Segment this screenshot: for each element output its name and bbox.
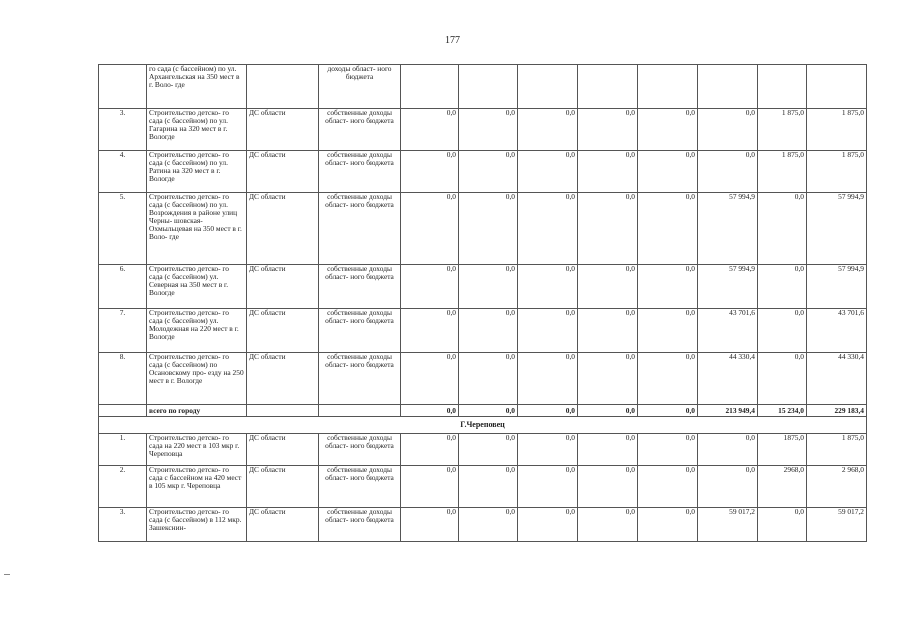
bottom-rows-body <box>99 434 867 542</box>
value-cell <box>698 65 758 109</box>
value-cell: 0,0 <box>638 434 698 466</box>
total-row-body <box>99 405 867 434</box>
value-cell: 1 875,0 <box>807 109 867 151</box>
table-row <box>99 508 867 542</box>
object-description: Строительство детско- го сада (с бассейном) по Осановскому про- езду на 250 мест в г. Вологде <box>147 353 247 405</box>
value-cell: 0,0 <box>459 309 518 353</box>
value-cell: 0,0 <box>758 353 807 405</box>
total-value: 0,0 <box>578 405 638 417</box>
funding-source: собственные доходы област- ного бюджета <box>319 434 401 466</box>
table-row <box>99 265 867 309</box>
object-description: Строительство детско- го сада (с бассейном) в 112 мкр. Зашекснин- <box>147 508 247 542</box>
value-cell: 44 330,4 <box>698 353 758 405</box>
value-cell <box>638 65 698 109</box>
value-cell: 0,0 <box>578 353 638 405</box>
total-value: 0,0 <box>518 405 578 417</box>
value-cell: 1875,0 <box>758 434 807 466</box>
funding-source: собственные доходы област- ного бюджета <box>319 193 401 265</box>
section-row <box>99 417 867 434</box>
value-cell: 0,0 <box>698 466 758 508</box>
value-cell: 43 701,6 <box>698 309 758 353</box>
table-row <box>99 353 867 405</box>
funding-source: собственные доходы област- ного бюджета <box>319 309 401 353</box>
value-cell: 1 875,0 <box>758 151 807 193</box>
customer-cell: ДС области <box>247 508 319 542</box>
total-value: 0,0 <box>638 405 698 417</box>
value-cell: 0,0 <box>638 151 698 193</box>
value-cell <box>459 65 518 109</box>
value-cell: 57 994,9 <box>698 193 758 265</box>
value-cell: 0,0 <box>518 193 578 265</box>
value-cell: 0,0 <box>518 109 578 151</box>
value-cell: 0,0 <box>401 151 459 193</box>
table-row <box>99 466 867 508</box>
row-number: 2. <box>99 466 147 508</box>
table-row <box>99 65 867 109</box>
value-cell: 0,0 <box>518 151 578 193</box>
value-cell <box>578 65 638 109</box>
value-cell: 43 701,6 <box>807 309 867 353</box>
table-row <box>99 151 867 193</box>
object-description: Строительство детско- го сада (с бассейном) по ул. Ратина на 320 мест в г. Вологде <box>147 151 247 193</box>
row-number: 1. <box>99 434 147 466</box>
object-description: Строительство детско- го сада (с бассейном) ул. Молодежная на 220 мест в г. Вологде <box>147 309 247 353</box>
margin-mark <box>4 574 10 575</box>
value-cell: 0,0 <box>401 193 459 265</box>
table-row <box>99 109 867 151</box>
value-cell: 0,0 <box>638 265 698 309</box>
total-label: всего по городу <box>147 405 247 417</box>
customer-cell: ДС области <box>247 434 319 466</box>
value-cell: 0,0 <box>459 109 518 151</box>
value-cell: 0,0 <box>518 309 578 353</box>
value-cell <box>518 65 578 109</box>
value-cell <box>807 65 867 109</box>
value-cell: 44 330,4 <box>807 353 867 405</box>
row-number: 5. <box>99 193 147 265</box>
value-cell: 2968,0 <box>758 466 807 508</box>
value-cell <box>401 65 459 109</box>
row-number: 3. <box>99 508 147 542</box>
funding-source: собственные доходы област- ного бюджета <box>319 109 401 151</box>
value-cell: 0,0 <box>758 265 807 309</box>
funding-source: доходы област- ного бюджета <box>319 65 401 109</box>
value-cell: 0,0 <box>758 508 807 542</box>
value-cell: 1 875,0 <box>758 109 807 151</box>
value-cell: 0,0 <box>638 109 698 151</box>
value-cell: 0,0 <box>459 265 518 309</box>
value-cell: 0,0 <box>518 353 578 405</box>
object-description: Строительство детско- го сада (с бассейном) по ул. Возрождения в районе улиц Черны- шовская-Охмыльцевая на 350 мест в г. Воло- где <box>147 193 247 265</box>
value-cell: 0,0 <box>401 508 459 542</box>
funding-source: собственные доходы област- ного бюджета <box>319 151 401 193</box>
table-row <box>99 309 867 353</box>
object-description: Строительство детско- го сада с бассейном на 420 мест в 105 мкр г. Череповца <box>147 466 247 508</box>
value-cell: 0,0 <box>578 193 638 265</box>
value-cell: 0,0 <box>638 353 698 405</box>
value-cell: 0,0 <box>638 193 698 265</box>
value-cell: 0,0 <box>459 434 518 466</box>
total-row <box>99 405 867 417</box>
value-cell: 0,0 <box>698 434 758 466</box>
value-cell: 0,0 <box>638 508 698 542</box>
value-cell: 0,0 <box>459 508 518 542</box>
value-cell: 1 875,0 <box>807 434 867 466</box>
object-description: го сада (с бассейном) по ул. Архангельская на 350 мест в г. Воло- где <box>147 65 247 109</box>
value-cell: 0,0 <box>578 508 638 542</box>
value-cell: 0,0 <box>578 109 638 151</box>
customer-cell: ДС области <box>247 353 319 405</box>
customer-cell: ДС области <box>247 466 319 508</box>
funding-source: собственные доходы област- ного бюджета <box>319 353 401 405</box>
value-cell: 57 994,9 <box>807 265 867 309</box>
funding-source: собственные доходы област- ного бюджета <box>319 265 401 309</box>
value-cell: 59 017,2 <box>807 508 867 542</box>
page-number: 177 <box>445 35 460 46</box>
value-cell: 0,0 <box>578 309 638 353</box>
customer-cell: ДС области <box>247 193 319 265</box>
budget-table <box>98 64 867 542</box>
value-cell: 0,0 <box>578 151 638 193</box>
value-cell: 0,0 <box>638 309 698 353</box>
total-value: 229 183,4 <box>807 405 867 417</box>
value-cell: 0,0 <box>401 466 459 508</box>
row-number: 3. <box>99 109 147 151</box>
customer-cell: ДС области <box>247 265 319 309</box>
object-description: Строительство детско- го сада на 220 мест в 103 мкр г. Череповца <box>147 434 247 466</box>
value-cell: 0,0 <box>578 265 638 309</box>
value-cell: 0,0 <box>518 265 578 309</box>
customer-cell: ДС области <box>247 109 319 151</box>
value-cell: 59 017,2 <box>698 508 758 542</box>
table-row <box>99 193 867 265</box>
value-cell: 0,0 <box>401 309 459 353</box>
total-value: 0,0 <box>459 405 518 417</box>
total-value: 213 949,4 <box>698 405 758 417</box>
value-cell: 57 994,9 <box>807 193 867 265</box>
section-title: Г.Череповец <box>99 417 867 434</box>
value-cell: 0,0 <box>459 193 518 265</box>
value-cell: 57 994,9 <box>698 265 758 309</box>
total-customer-cell <box>247 405 319 417</box>
value-cell: 0,0 <box>758 309 807 353</box>
value-cell: 1 875,0 <box>807 151 867 193</box>
row-number: 4. <box>99 151 147 193</box>
value-cell: 0,0 <box>758 193 807 265</box>
value-cell: 0,0 <box>459 151 518 193</box>
value-cell: 0,0 <box>401 353 459 405</box>
total-source-cell <box>319 405 401 417</box>
customer-cell <box>247 65 319 109</box>
value-cell: 0,0 <box>459 466 518 508</box>
value-cell: 0,0 <box>401 265 459 309</box>
table-row <box>99 434 867 466</box>
value-cell: 2 968,0 <box>807 466 867 508</box>
object-description: Строительство детско- го сада (с бассейном) по ул. Гагарина на 320 мест в г. Вологде <box>147 109 247 151</box>
row-number: 6. <box>99 265 147 309</box>
row-number <box>99 65 147 109</box>
total-value: 0,0 <box>401 405 459 417</box>
customer-cell: ДС области <box>247 151 319 193</box>
value-cell: 0,0 <box>698 151 758 193</box>
value-cell: 0,0 <box>638 466 698 508</box>
value-cell: 0,0 <box>518 508 578 542</box>
customer-cell: ДС области <box>247 309 319 353</box>
value-cell: 0,0 <box>518 434 578 466</box>
value-cell <box>758 65 807 109</box>
value-cell: 0,0 <box>578 466 638 508</box>
total-num-cell <box>99 405 147 417</box>
row-number: 8. <box>99 353 147 405</box>
value-cell: 0,0 <box>401 434 459 466</box>
value-cell: 0,0 <box>698 109 758 151</box>
value-cell: 0,0 <box>578 434 638 466</box>
value-cell: 0,0 <box>518 466 578 508</box>
funding-source: собственные доходы област- ного бюджета <box>319 466 401 508</box>
top-rows-body <box>99 65 867 405</box>
funding-source: собственные доходы област- ного бюджета <box>319 508 401 542</box>
value-cell: 0,0 <box>459 353 518 405</box>
total-value: 15 234,0 <box>758 405 807 417</box>
row-number: 7. <box>99 309 147 353</box>
value-cell: 0,0 <box>401 109 459 151</box>
object-description: Строительство детско- го сада (с бассейном) ул. Северная на 350 мест в г. Вологде <box>147 265 247 309</box>
